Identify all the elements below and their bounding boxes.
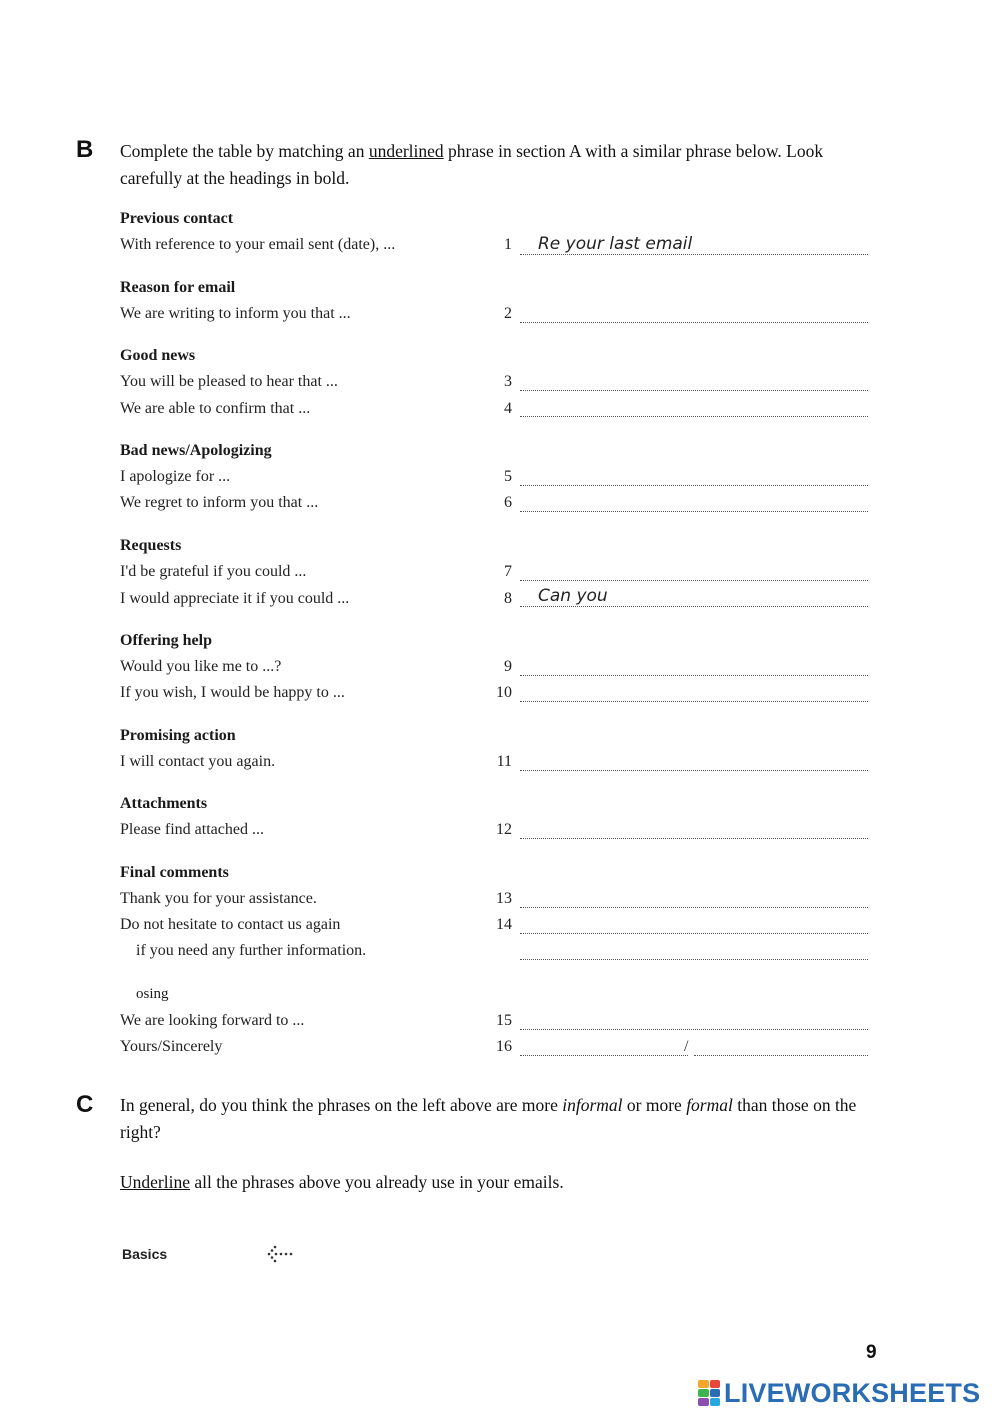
phrase-9: Would you like me to ...?	[120, 658, 282, 675]
liveworksheets-logo-icon	[698, 1380, 720, 1406]
answer-input-4[interactable]	[520, 395, 868, 417]
heading-reason-for-email: Reason for email	[120, 279, 236, 296]
num-7: 7	[504, 563, 512, 580]
liveworksheets-logo[interactable]	[698, 1378, 980, 1408]
answer-input-13[interactable]	[520, 886, 868, 908]
answer-input-15[interactable]	[520, 1008, 868, 1030]
num-1: 1	[504, 236, 512, 253]
section-c-question: In general, do you think the phrases on the left above are more informal or more formal than those on the right?	[120, 1095, 857, 1142]
liveworksheets-brand: LIVEWORKSHEETS	[724, 1377, 981, 1408]
answer-input-6[interactable]	[520, 490, 868, 512]
phrase-8: I would appreciate it if you could ...	[120, 590, 350, 607]
section-c-underline-task: Underline all the phrases above you already use in your emails.	[120, 1172, 564, 1192]
phrase-12: Please find attached ...	[120, 821, 264, 838]
phrase-6: We regret to inform you that ...	[120, 494, 319, 511]
num-4: 4	[504, 400, 512, 417]
num-3: 3	[504, 373, 512, 390]
answer-input-14[interactable]	[520, 912, 868, 934]
num-6: 6	[504, 494, 512, 511]
heading-final-comments: Final comments	[120, 864, 229, 881]
num-16: 16	[496, 1038, 512, 1055]
phrase-14-cont: if you need any further information.	[136, 942, 367, 959]
num-14: 14	[496, 916, 512, 933]
phrase-14: Do not hesitate to contact us again	[120, 916, 341, 933]
phrase-10: If you wish, I would be happy to ...	[120, 684, 345, 701]
phrase-16: Yours/Sincerely	[120, 1038, 223, 1055]
phrase-4: We are able to confirm that ...	[120, 400, 311, 417]
heading-promising-action: Promising action	[120, 727, 236, 744]
answer-input-16a[interactable]	[520, 1034, 688, 1056]
heading-bad-news: Bad news/Apologizing	[120, 442, 272, 459]
num-12: 12	[496, 821, 512, 838]
section-b-letter: B	[76, 136, 94, 163]
answer-input-7[interactable]	[520, 559, 868, 581]
heading-good-news: Good news	[120, 347, 196, 364]
answer-input-12[interactable]	[520, 817, 868, 839]
answer-input-10[interactable]	[520, 680, 868, 702]
num-10: 10	[496, 684, 512, 701]
answer-input-16b[interactable]	[694, 1034, 868, 1056]
phrase-3: You will be pleased to hear that ...	[120, 373, 338, 390]
phrase-13: Thank you for your assistance.	[120, 890, 317, 907]
answer-input-1[interactable]	[520, 233, 868, 255]
answer-input-11[interactable]	[520, 749, 868, 771]
footer-basics-label: Basics	[122, 1246, 168, 1262]
num-2: 2	[504, 305, 512, 322]
phrase-15: We are looking forward to ...	[120, 1012, 305, 1029]
underlined-word: underlined	[368, 141, 444, 161]
section-c-letter: C	[76, 1091, 94, 1118]
heading-closing: osing	[136, 986, 169, 1002]
num-13: 13	[496, 890, 512, 907]
heading-requests: Requests	[120, 537, 182, 554]
answer-input-3[interactable]	[520, 369, 868, 391]
answer-input-5[interactable]	[520, 464, 868, 486]
phrase-1: With reference to your email sent (date), ...	[120, 236, 396, 253]
num-8: 8	[504, 590, 512, 607]
heading-offering-help: Offering help	[120, 632, 212, 649]
heading-attachments: Attachments	[120, 795, 208, 812]
phrase-5: I apologize for ...	[120, 468, 231, 485]
num-11: 11	[496, 753, 512, 770]
answer-input-14-cont[interactable]	[520, 938, 868, 960]
num-9: 9	[504, 658, 512, 675]
answer-input-8[interactable]	[520, 585, 868, 607]
num-15: 15	[496, 1012, 512, 1029]
section-b-instruction: Complete the table by matching an underlined phrase in section A with a similar phrase below. Look carefully at the headings in bold.	[120, 141, 824, 188]
phrase-7: I'd be grateful if you could ...	[120, 563, 307, 580]
dots-arrow-icon	[266, 1244, 298, 1264]
phrase-11: I will contact you again.	[120, 753, 276, 770]
answer-input-2[interactable]	[520, 301, 868, 323]
page-number: 9	[866, 1342, 877, 1363]
slash-separator: /	[684, 1038, 689, 1055]
num-5: 5	[504, 468, 512, 485]
answer-input-9[interactable]	[520, 654, 868, 676]
phrase-2: We are writing to inform you that ...	[120, 305, 351, 322]
heading-previous-contact: Previous contact	[120, 210, 234, 227]
